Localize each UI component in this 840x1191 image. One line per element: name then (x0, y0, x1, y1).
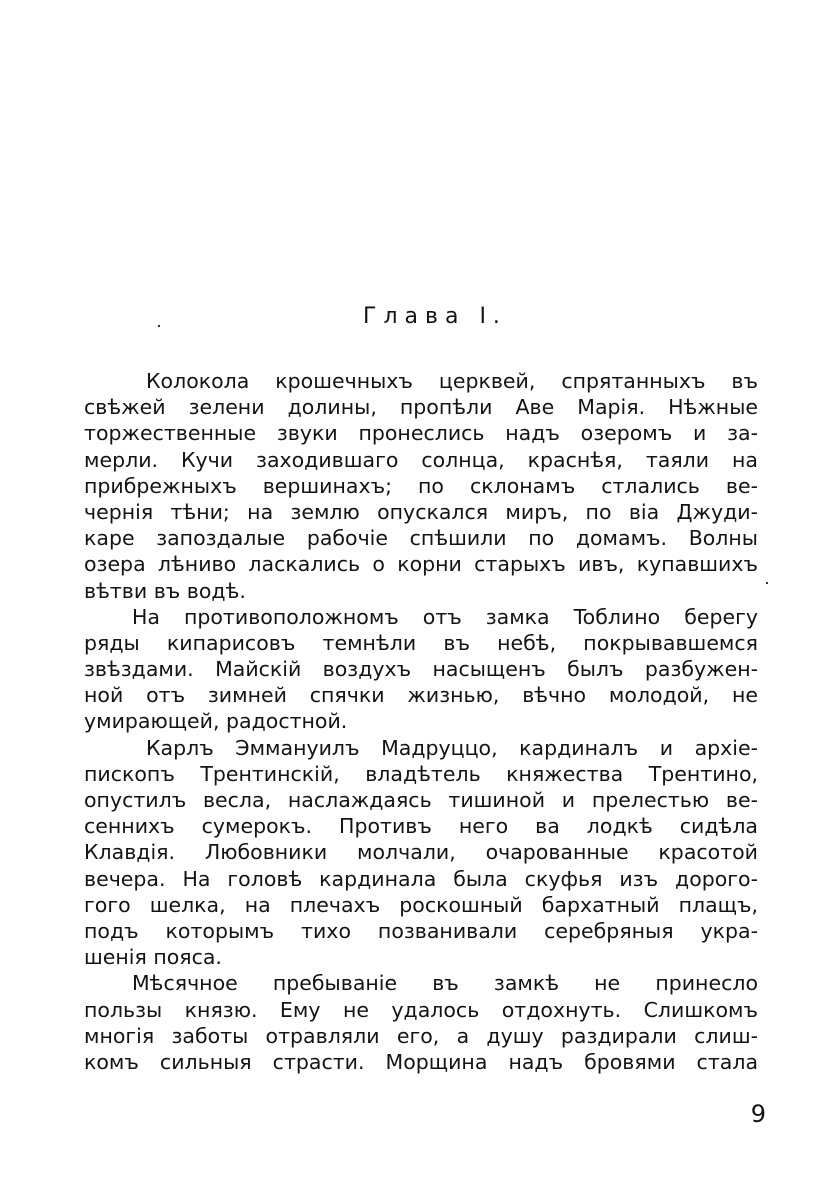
text-line: Клавдія. Любовники молчали, очарованные красотой (84, 840, 758, 865)
text-line: опустилъ весла, наслаждаясь тишиной и прелестью ве- (84, 788, 758, 812)
text-line: вѣтви въ водѣ. (84, 578, 246, 603)
text-line: сеннихъ сумерокъ. Противъ него ва лодкѣ сидѣла (84, 814, 758, 839)
text-line: гого шелка, на плечахъ роскошный бархатный плащъ, (84, 892, 758, 917)
text-line: мерли. Кучи заходившаго солнца, краснѣя, таяли на (84, 447, 758, 472)
text-line: ряды кипарисовъ темнѣли въ небѣ, покрывавшемся (84, 630, 758, 655)
paragraph-1 (84, 368, 758, 604)
text-line: Колокола крошечныхъ церквей, спрятанныхъ въ (146, 369, 758, 393)
text-line: звѣздами. Майскій воздухъ насыщенъ былъ разбужен- (84, 657, 758, 682)
text-line: шенія пояса. (84, 945, 222, 970)
text-line: ной отъ зимней спячки жизнью, вѣчно молодой, не (84, 683, 758, 708)
text-line: многія заботы отравляли его, а душу раздирали слиш- (84, 1023, 758, 1048)
text-line: прибрежныхъ вершинахъ; по склонамъ стлались ве- (84, 473, 758, 498)
paragraph-4 (84, 970, 758, 1075)
page-number: 9 (750, 1100, 766, 1128)
print-speck (158, 325, 160, 327)
paragraph-3 (84, 735, 758, 971)
text-line: подъ которымъ тихо позванивали серебряныя укра- (84, 918, 758, 943)
text-line: умирающей, радостной. (84, 709, 348, 734)
text-line: пользы князю. Ему не удалось отдохнуть. Слишкомъ (84, 997, 758, 1022)
text-line: вечера. На головѣ кардинала была скуфья изъ дорого- (84, 866, 758, 891)
paragraph-2 (84, 604, 758, 735)
text-line: комъ сильныя страсти. Морщина надъ бровями стала (84, 1049, 758, 1074)
text-line: каре запоздалые рабочіе спѣшили по домамъ. Волны (84, 526, 758, 551)
chapter-body (84, 368, 758, 1075)
text-line: Карлъ Эммануилъ Мадруццо, кардиналъ и архіе- (146, 735, 758, 760)
text-line: пископъ Трентинскій, владѣтель княжества Трентино, (84, 761, 758, 786)
print-speck (766, 582, 768, 584)
text-line: торжественные звуки пронеслись надъ озеромъ и за- (84, 421, 758, 446)
text-line: На противоположномъ отъ замка Toблино берегу (132, 604, 758, 629)
chapter-title: Глава I. (363, 304, 507, 329)
text-line: чернія тѣни; на землю опускался миръ, по віа Джуди- (84, 499, 758, 524)
text-line: озера лѣниво ласкались о корни старыхъ ивъ, купавшихъ (84, 552, 758, 577)
text-line: свѣжей зелени долины, пропѣли Аве Марія. Нѣжные (84, 395, 758, 420)
text-line: Мѣсячное пребываніе въ замкѣ не принесло (132, 971, 758, 996)
